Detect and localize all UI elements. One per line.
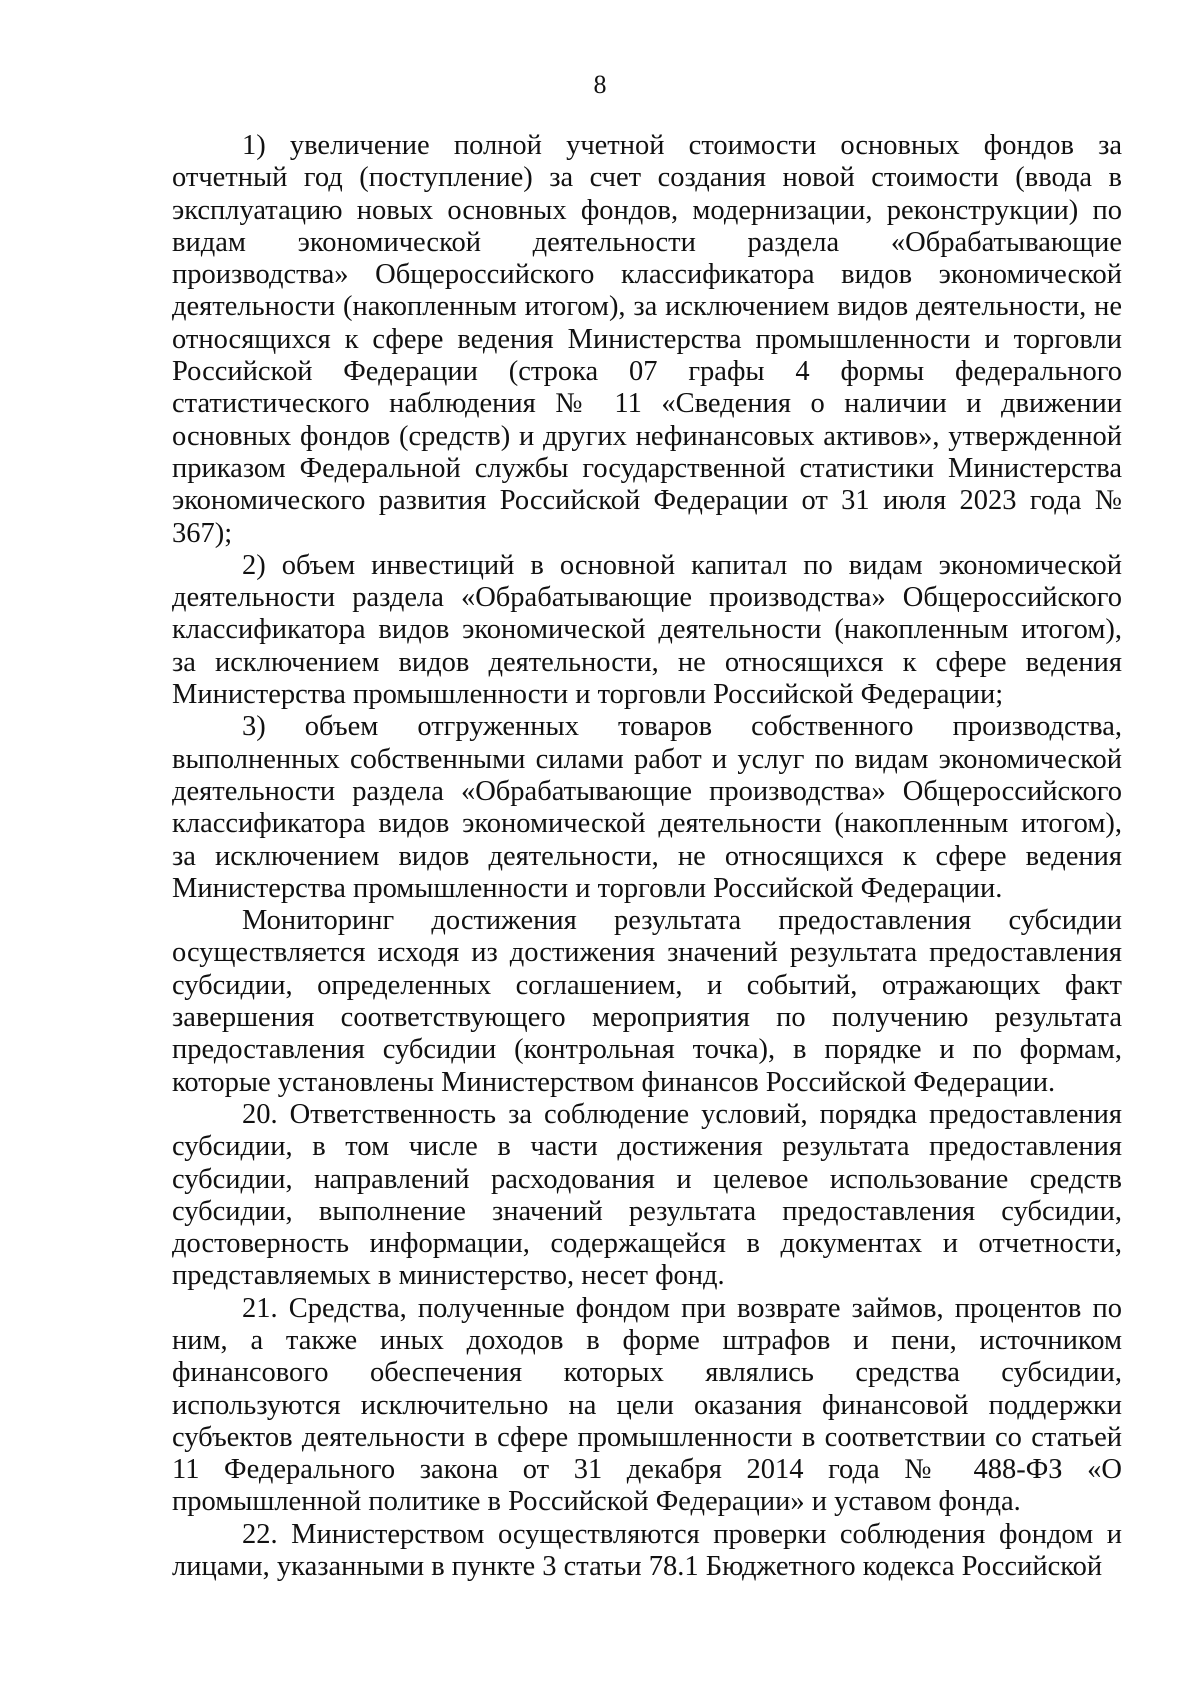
paragraph-item-1: 1) увеличение полной учетной стоимости основных фондов за отчетный год (поступление) за счет создания новой стоимости (ввода в эксплуатацию новых основных фондов, модернизации, реконструкции) по видам экономической деятельности раздела «Обрабатывающие производства» Общероссийского классификатора видов экономической деятельности (накопленным итогом), за исключением видов деятельности, не относящихся к сфере ведения Министерства промышленности и торговли Российской Федерации (строка 07 графы 4 формы федерального статистического наблюдения № 11 «Сведения о наличии и движении основных фондов (средств) и других нефинансовых активов», утвержденной приказом Федеральной службы государственной статистики Министерства экономического развития Российской Федерации от 31 июля 2023 года № 367); bbox=[172, 130, 1122, 549]
paragraph-20: 20. Ответственность за соблюдение условий, порядка предоставления субсидии, в том числе в части достижения результата предоставления субсидии, направлений расходования и целевое использование средств субсидии, выполнение значений результата предоставления субсидии, достоверность информации, содержащейся в документах и отчетности, представляемых в министерство, несет фонд. bbox=[172, 1098, 1122, 1292]
page-number: 8 bbox=[593, 70, 607, 99]
paragraph-21: 21. Средства, полученные фондом при возврате займов, процентов по ним, а также иных доходов в форме штрафов и пени, источником финансового обеспечения которых являлись средства субсидии, используются исключительно на цели оказания финансовой поддержки субъектов деятельности в сфере промышленности в соответствии со статьей 11 Федерального закона от 31 декабря 2014 года № 488-ФЗ «О промышленной политике в Российской Федерации» и уставом фонда. bbox=[172, 1292, 1122, 1518]
paragraph-item-3: 3) объем отгруженных товаров собственного производства, выполненных собственными силами работ и услуг по видам экономической деятельности раздела «Обрабатывающие производства» Общероссийского классификатора видов экономической деятельности (накопленным итогом), за исключением видов деятельности, не относящихся к сфере ведения Министерства промышленности и торговли Российской Федерации. bbox=[172, 711, 1122, 904]
paragraph-item-2: 2) объем инвестиций в основной капитал по видам экономической деятельности раздела «Обрабатывающие производства» Общероссийского классификатора видов экономической деятельности (накопленным итогом), за исключением видов деятельности, не относящихся к сфере ведения Министерства промышленности и торговли Российской Федерации; bbox=[172, 549, 1122, 711]
document-body bbox=[172, 130, 1122, 1583]
paragraph-monitoring: Мониторинг достижения результата предоставления субсидии осуществляется исходя из достижения значений результата предоставления субсидии, определенных соглашением, и событий, отражающих факт завершения соответствующего мероприятия по получению результата предоставления субсидии (контрольная точка), в порядке и по формам, которые установлены Министерством финансов Российской Федерации. bbox=[172, 905, 1122, 1098]
paragraph-22: 22. Министерством осуществляются проверки соблюдения фондом и лицами, указанными в пункте 3 статьи 78.1 Бюджетного кодекса Российской bbox=[172, 1518, 1122, 1583]
